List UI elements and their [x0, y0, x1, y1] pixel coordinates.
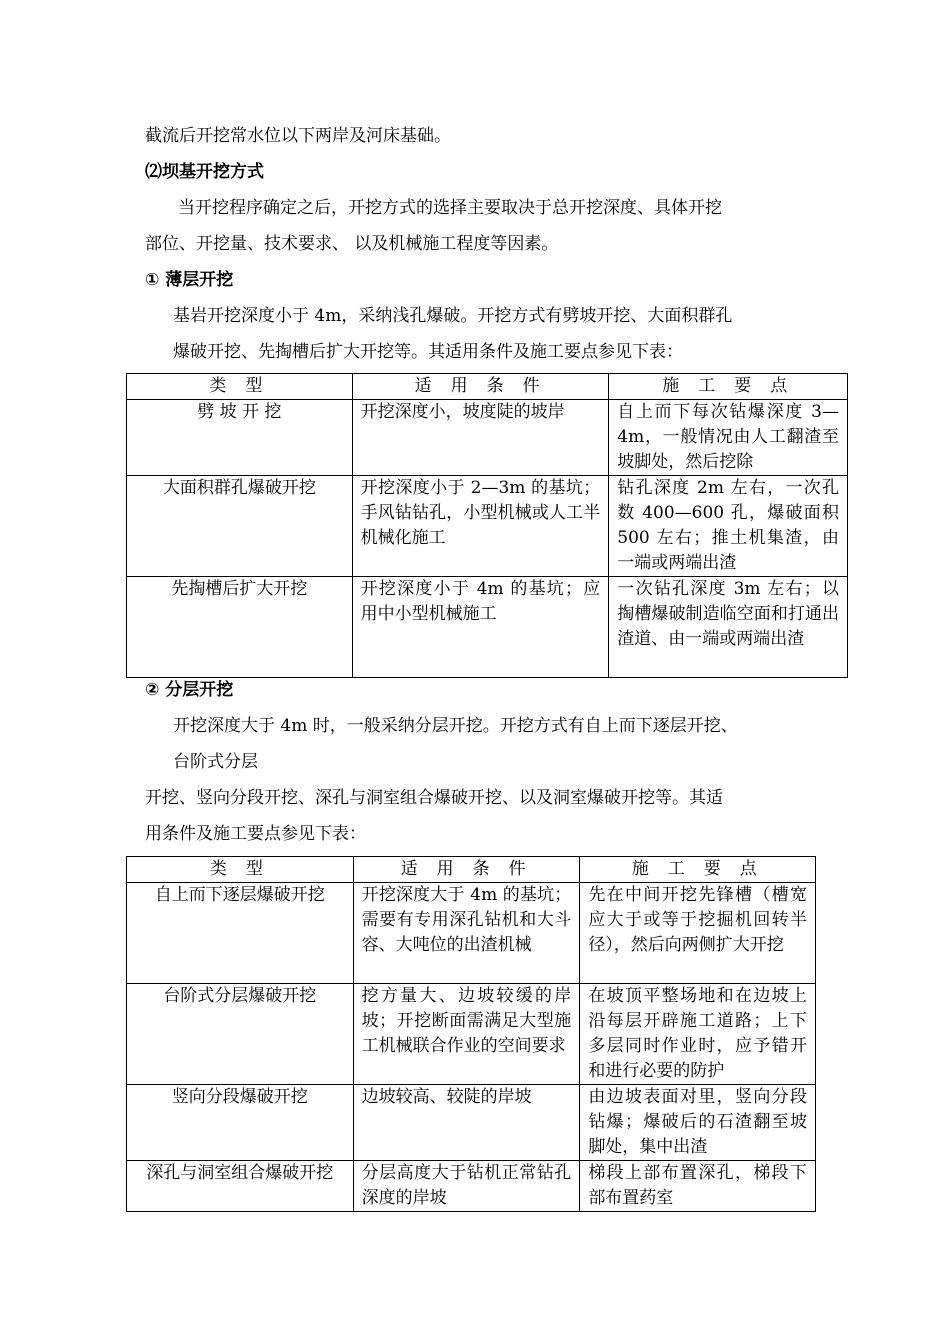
table-header-row	[127, 857, 816, 883]
cell-key-points: 一次钻孔深度 3m 左右；以掏槽爆破制造临空面和打通出渣道、由一端或两端出渣	[609, 577, 848, 678]
header-key-points: 施 工 要 点	[580, 857, 816, 883]
header-type: 类 型	[127, 857, 354, 883]
paragraph-line: 用条件及施工要点参见下表：	[145, 824, 366, 844]
cell-key-points: 在坡顶平整场地和在边坡上沿每层开辟施工道路；上下多层同时作业时，应予错开和进行必要的防护	[580, 984, 816, 1085]
cell-type: 台阶式分层爆破开挖	[127, 984, 354, 1085]
cell-type: 劈 坡 开 挖	[127, 400, 353, 476]
cell-type: 大面积群孔爆破开挖	[127, 476, 353, 577]
table-row	[127, 1085, 816, 1161]
paragraph-line: 基岩开挖深度小于 4m，采纳浅孔爆破。开挖方式有劈坡开挖、大面积群孔	[173, 306, 733, 326]
cell-conditions: 挖方量大、边坡较缓的岸坡；开挖断面需满足大型施工机械联合作业的空间要求	[353, 984, 580, 1085]
table-row	[127, 577, 848, 678]
table-row	[127, 883, 816, 984]
cell-conditions: 开挖深度小于 2—3m 的基坑；手风钻钻孔，小型机械或人工半机械化施工	[352, 476, 609, 577]
paragraph-line: 开挖、竖向分段开挖、深孔与洞室组合爆破开挖、以及洞室爆破开挖等。其适	[145, 788, 723, 808]
cell-conditions: 开挖深度大于 4m 的基坑；需要有专用深孔钻机和大斗容、大吨位的出渣机械	[353, 883, 580, 984]
cell-key-points: 自上而下每次钻爆深度 3—4m，一般情况由人工翻渣至坡脚处，然后挖除	[609, 400, 848, 476]
cell-key-points: 梯段上部布置深孔，梯段下部布置药室	[580, 1161, 816, 1212]
header-conditions: 适 用 条 件	[352, 374, 609, 400]
cell-conditions: 开挖深度小于 4m 的基坑；应用中小型机械施工	[352, 577, 609, 678]
paragraph-line: 台阶式分层	[173, 752, 258, 772]
table-row	[127, 984, 816, 1085]
subsection-heading-layered: ② 分层开挖	[145, 680, 234, 700]
header-conditions: 适 用 条 件	[353, 857, 580, 883]
cell-conditions: 分层高度大于钻机正常钻孔深度的岸坡	[353, 1161, 580, 1212]
cell-conditions: 边坡较高、较陡的岸坡	[353, 1085, 580, 1161]
cell-key-points: 先在中间开挖先锋槽（槽宽应大于或等于挖掘机回转半径），然后向两侧扩大开挖	[580, 883, 816, 984]
header-type: 类 型	[127, 374, 353, 400]
cell-key-points: 由边坡表面对里，竖向分段钻爆；爆破后的石渣翻至坡脚处，集中出渣	[580, 1085, 816, 1161]
cell-conditions: 开挖深度小，坡度陡的坡岸	[352, 400, 609, 476]
cell-key-points: 钻孔深度 2m 左右，一次孔数 400—600 孔，爆破面积 500 左右；推土机集渣，由一端或两端出渣	[609, 476, 848, 577]
table-row	[127, 476, 848, 577]
thin-layer-excavation-table	[126, 373, 848, 678]
cell-type: 竖向分段爆破开挖	[127, 1085, 354, 1161]
table-row	[127, 400, 848, 476]
cell-type: 自上而下逐层爆破开挖	[127, 883, 354, 984]
header-key-points: 施 工 要 点	[609, 374, 848, 400]
paragraph-line: 截流后开挖常水位以下两岸及河床基础。	[145, 126, 451, 146]
section-heading: ⑵坝基开挖方式	[145, 162, 264, 182]
paragraph-line: 部位、开挖量、技术要求、 以及机械施工程度等因素。	[145, 234, 559, 254]
paragraph-line: 当开挖程序确定之后，开挖方式的选择主要取决于总开挖深度、具体开挖	[178, 198, 722, 218]
cell-type: 先掏槽后扩大开挖	[127, 577, 353, 678]
table-header-row	[127, 374, 848, 400]
paragraph-line: 开挖深度大于 4m 时，一般采纳分层开挖。开挖方式有自上而下逐层开挖、	[173, 716, 738, 736]
paragraph-line: 爆破开挖、先掏槽后扩大开挖等。其适用条件及施工要点参见下表：	[173, 342, 683, 362]
table-row	[127, 1161, 816, 1212]
subsection-heading-thin-layer: ① 薄层开挖	[145, 270, 234, 290]
layered-excavation-table	[126, 856, 816, 1212]
cell-type: 深孔与洞室组合爆破开挖	[127, 1161, 354, 1212]
